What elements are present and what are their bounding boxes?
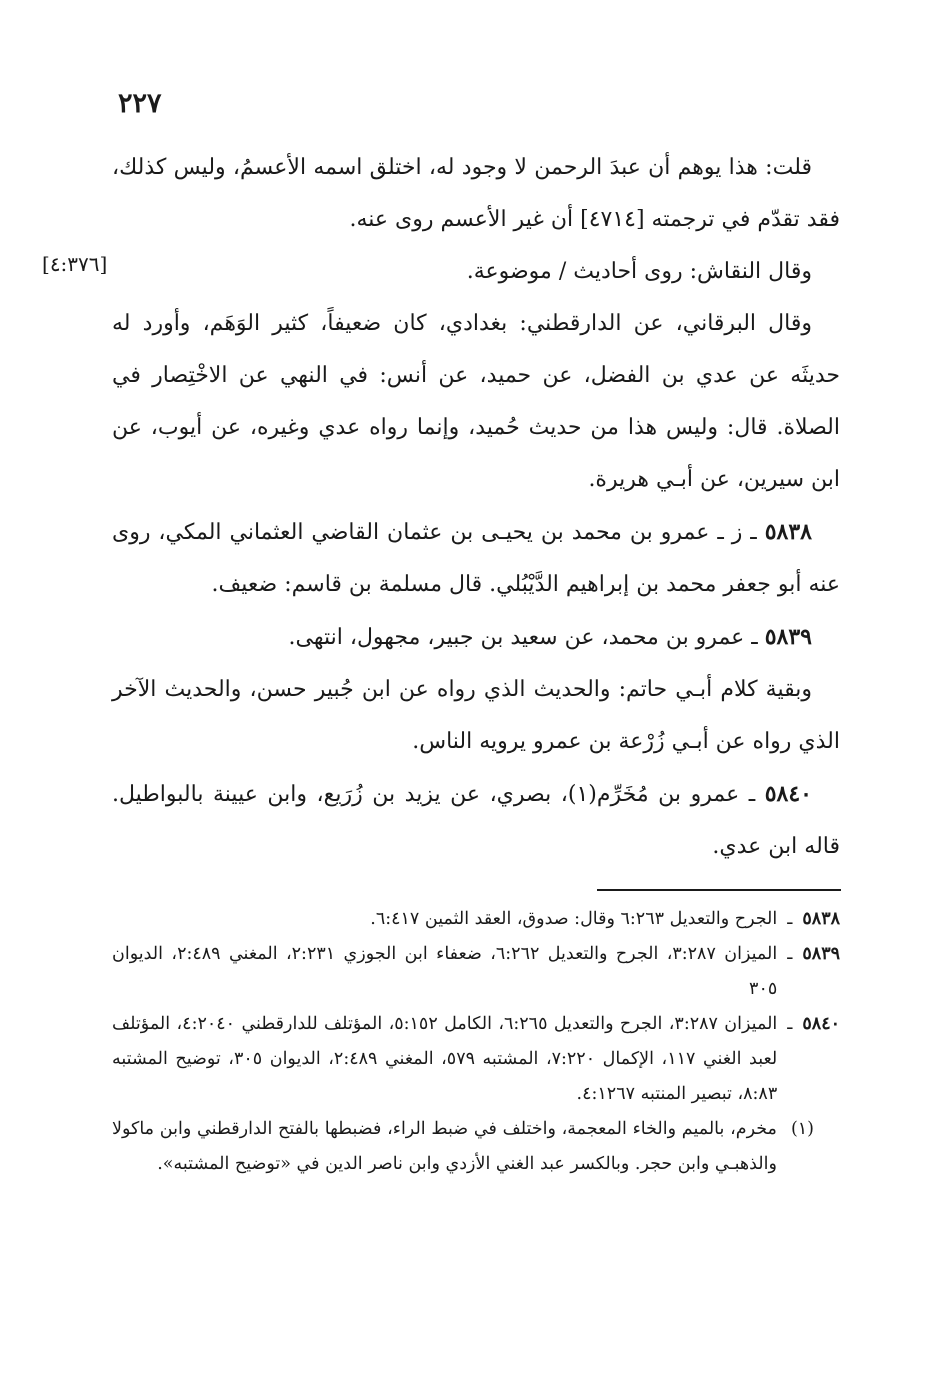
- entry-5838: [112, 506, 840, 611]
- volume-reference: [٤:٣٧٦]: [42, 252, 108, 276]
- page-number: ٢٢٧: [118, 88, 162, 119]
- paragraph-2: [112, 246, 840, 298]
- note-text: الميزان ٣:٢٨٧، الجرح والتعديل ٦:٢٦٥، الكامل ٥:١٥٢، المؤتلف للدارقطني ٤:٢٠٤٠، المؤتلف لعبد الغني ١١٧، الإكمال ٧:٢٢٠، المشتبه ٥٧٩، المغني ٢:٤٨٩، الديوان ٣٠٥، توضيح المشتبه ٨:٨٣، تبصير المنتبه ٤:١٢٦٧.: [112, 1014, 778, 1104]
- note-text: الميزان ٣:٢٨٧، الجرح والتعديل ٦:٢٦٢، ضعفاء ابن الجوزي ٢:٢٣١، المغني ٢:٤٨٩، الديوان ٣٠٥: [112, 944, 778, 999]
- note-5839: [112, 937, 840, 1007]
- note-code: ٥٨٣٩: [802, 944, 840, 964]
- notes-section: [112, 902, 840, 1182]
- note-dash: ـ: [787, 944, 793, 964]
- footnote-text: مخرم، بالميم والخاء المعجمة، واختلف في ضبط الراء، فضبطها بالفتح الدارقطني وابن ماكولا والذهبـي وابن حجر. وبالكسر عبد الغني الأزدي وابن ناصر الدين في «توضيح المشتبه».: [112, 1119, 777, 1174]
- note-dash: ـ: [787, 909, 793, 929]
- note-code: ٥٨٤٠: [802, 1014, 840, 1034]
- note-code: ٥٨٣٨: [802, 909, 840, 929]
- note-5838: [112, 902, 840, 937]
- entry-text: ـ ز ـ عمرو بن محمد بن يحيـى بن عثمان القاضي العثماني المكي، روى عنه أبو جعفر محمد بن إبراهيم الدَّيْبُلي. قال مسلمة بن قاسم: ضعيف.: [112, 520, 840, 597]
- entry-5839: [112, 611, 840, 664]
- entry-number: ٥٨٤٠: [764, 781, 812, 807]
- paragraph-3: [112, 298, 840, 506]
- note-text: الجرح والتعديل ٦:٢٦٣ وقال: صدوق، العقد الثمين ٦:٤١٧.: [370, 909, 778, 929]
- paragraph-text: وقال النقاش: روى أحاديث / موضوعة.: [466, 259, 812, 284]
- entry-text: ـ عمرو بن مُخَرِّم(١)، بصري، عن يزيد بن زُرَيع، وابن عيينة بالبواطيل. قاله ابن عدي.: [112, 782, 840, 859]
- paragraph-text: قلت: هذا يوهم أن عبدَ الرحمن لا وجود له، اختلق اسمه الأعسمُ، وليس كذلك، فقد تقدّم في ترجمته [٤٧١٤] أن غير الأعسم روى عنه.: [112, 155, 840, 232]
- main-text: [112, 142, 840, 873]
- footnote-divider: [597, 889, 841, 891]
- entry-number: ٥٨٣٨: [764, 519, 812, 545]
- entry-text: ـ عمرو بن محمد، عن سعيد بن جبير، مجهول، انتهى.: [288, 625, 758, 650]
- paragraph-remainder: [112, 664, 840, 768]
- note-5840: [112, 1007, 840, 1112]
- note-dash: ـ: [787, 1014, 793, 1034]
- footnote-marker: (١): [790, 1119, 814, 1139]
- paragraph-text: وبقية كلام أبـي حاتم: والحديث الذي رواه عن ابن جُبير حسن، والحديث الآخر الذي رواه عن أبـي زُرْعة بن عمرو يرويه الناس.: [112, 677, 840, 754]
- entry-5840: [112, 768, 840, 873]
- entry-number: ٥٨٣٩: [764, 624, 812, 650]
- paragraph-text: وقال البرقاني، عن الدارقطني: بغدادي، كان ضعيفاً، كثير الوَهَم، وأورد له حديثَه عن عدي بن الفضل، عن حميد، عن أنس: في النهي عن الاخْتِصار في الصلاة. قال: وليس هذا من حديث حُميد، وإنما رواه عدي وغيره، عن أيوب، عن ابن سيرين، عن أبـي هريرة.: [112, 311, 840, 492]
- footnote-1: [112, 1112, 840, 1182]
- paragraph-1: [112, 142, 840, 246]
